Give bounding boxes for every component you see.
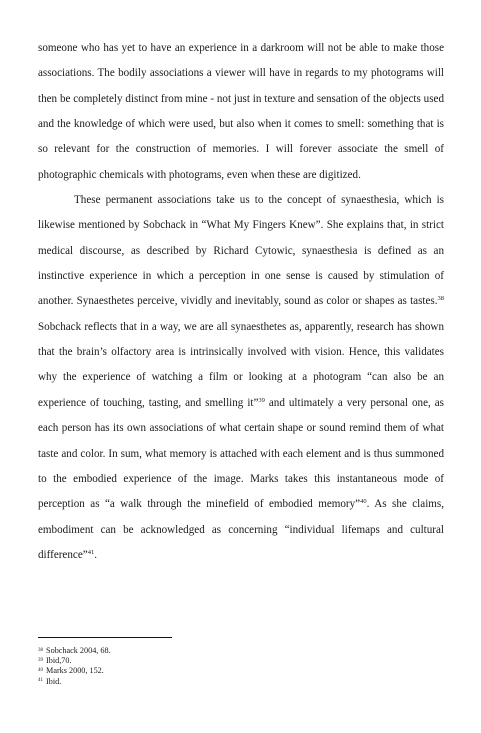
footnote-ref-41[interactable]: 41 xyxy=(87,548,95,556)
paragraph-1: someone who has yet to have an experience in a darkroom will not be able to make those associations. The bodily associations a viewer will have in regards to my photograms will then be completely distinct from mine - not just in texture and sensation of the objects used and the knowledge of which were used, but also when it comes to smell: something that is so relevant for the construction of memories. I will forever associate the smell of photographic chemicals with photograms, even when these are digitized. xyxy=(38,42,444,181)
footnote-41 xyxy=(38,677,338,687)
footnote-ref-39[interactable]: 39 xyxy=(258,396,265,404)
paragraph-2 xyxy=(38,188,444,568)
paragraph-2-text-c: and ultimately a very personal one, as each person has its own associations of what certain shape or sound remind them of what taste and color. In sum, what memory is attached with each element and is thus summoned to the embodied experience of the image. Marks takes this instantaneous mode of perception as “a walk through the minefield of embodied memory” xyxy=(38,396,444,511)
footnote-divider xyxy=(38,637,172,638)
footnote-number: 39 xyxy=(38,657,43,663)
footnote-38 xyxy=(38,646,338,656)
footnote-text: Sobchack 2004, 68. xyxy=(46,646,111,655)
paragraph-2-text-b: Sobchack reflects that in a way, we are all synaesthetes as, apparently, research has shown that the brain’s olfactory area is intrinsically involved with vision. Hence, this validates why the experience of watching a film or looking at a photogram “can also be an experience of touching, tasting, and smelling it” xyxy=(38,320,444,409)
footnote-number: 41 xyxy=(38,678,43,684)
paragraph-2-text-e: . xyxy=(94,548,97,561)
footnote-number: 38 xyxy=(38,647,43,653)
footnote-ref-40[interactable]: 40 xyxy=(360,498,367,506)
paragraph-2-text-d: . As she claims, embodiment can be acknowledged as concerning “individual lifemaps and cultural difference” xyxy=(38,498,444,561)
body-text xyxy=(38,36,444,568)
footnotes xyxy=(38,646,338,687)
footnote-text: Marks 2000, 152. xyxy=(46,666,104,676)
footnote-40 xyxy=(38,666,338,676)
footnote-39 xyxy=(38,656,338,666)
footnote-ref-38[interactable]: 38 xyxy=(437,295,444,303)
footnote-text: Ibid. xyxy=(46,676,62,686)
paragraph-2-text-a: These permanent associations take us to the concept of synaesthesia, which is likewise mentioned by Sobchack in “What My Fingers Knew”. She explains that, in strict medical discourse, as described by Richard Cytowic, synaesthesia is defined as an instinctive experience in which a perception in one sense is caused by stimulation of another. Synaesthetes perceive, vividly and inevitably, sound as color or shapes as tastes. xyxy=(38,194,444,308)
footnote-text: Ibid,70. xyxy=(46,656,72,666)
footnote-number: 40 xyxy=(38,667,43,673)
